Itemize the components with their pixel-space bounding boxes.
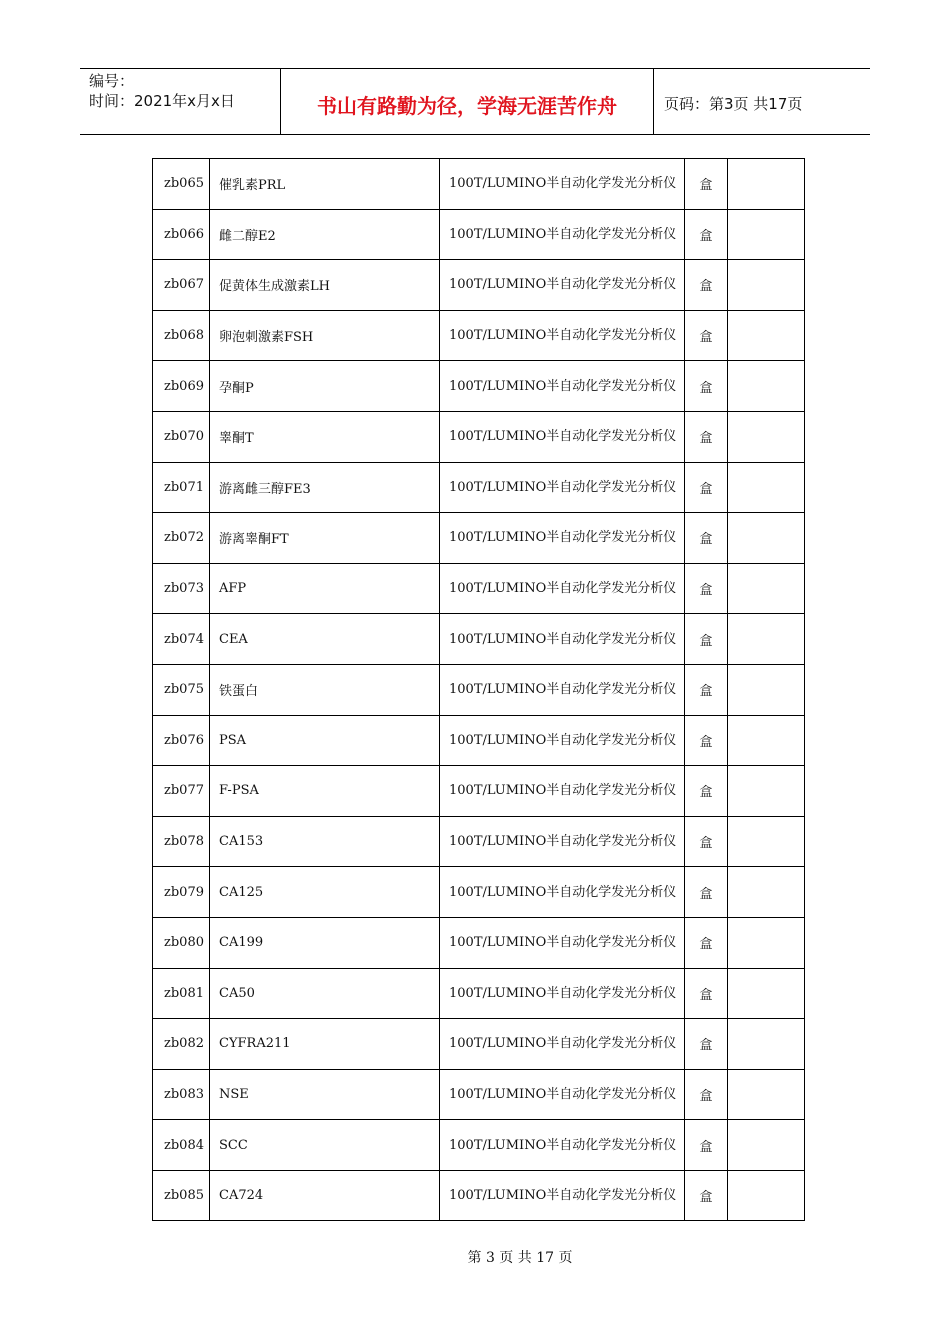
item-name-cell: SCC [210, 1120, 440, 1171]
table-row [153, 209, 805, 260]
item-extra-cell [728, 310, 805, 361]
item-extra-cell [728, 1170, 805, 1221]
item-code-cell: zb065 [153, 159, 210, 210]
item-name-cell: PSA [210, 715, 440, 766]
item-unit-cell: 盒 [685, 614, 728, 665]
table-row [153, 462, 805, 513]
item-unit-cell: 盒 [685, 361, 728, 412]
table-row [153, 867, 805, 918]
item-unit-cell: 盒 [685, 1120, 728, 1171]
table-row [153, 411, 805, 462]
item-extra-cell [728, 664, 805, 715]
item-extra-cell [728, 816, 805, 867]
item-spec-cell: 100T/LUMINO半自动化学发光分析仪 [440, 1170, 685, 1221]
item-extra-cell [728, 462, 805, 513]
table-row [153, 715, 805, 766]
item-code-cell: zb075 [153, 664, 210, 715]
item-spec-cell: 100T/LUMINO半自动化学发光分析仪 [440, 411, 685, 462]
table-row [153, 361, 805, 412]
item-extra-cell [728, 917, 805, 968]
item-spec-cell: 100T/LUMINO半自动化学发光分析仪 [440, 664, 685, 715]
item-unit-cell: 盒 [685, 766, 728, 817]
table-row [153, 513, 805, 564]
item-name-cell: 游离睾酮FT [210, 513, 440, 564]
item-code-cell: zb071 [153, 462, 210, 513]
item-extra-cell [728, 411, 805, 462]
item-unit-cell: 盒 [685, 1019, 728, 1070]
header-motto: 书山有路勤为径，学海无涯苦作舟 [281, 69, 654, 134]
item-spec-cell: 100T/LUMINO半自动化学发光分析仪 [440, 513, 685, 564]
table-row [153, 1170, 805, 1221]
item-code-cell: zb083 [153, 1069, 210, 1120]
item-spec-cell: 100T/LUMINO半自动化学发光分析仪 [440, 260, 685, 311]
item-code-cell: zb077 [153, 766, 210, 817]
table-row [153, 563, 805, 614]
item-code-cell: zb073 [153, 563, 210, 614]
table-row [153, 614, 805, 665]
table-row [153, 1019, 805, 1070]
item-extra-cell [728, 1019, 805, 1070]
item-name-cell: CA199 [210, 917, 440, 968]
item-unit-cell: 盒 [685, 816, 728, 867]
item-code-cell: zb070 [153, 411, 210, 462]
item-unit-cell: 盒 [685, 159, 728, 210]
item-spec-cell: 100T/LUMINO半自动化学发光分析仪 [440, 867, 685, 918]
item-extra-cell [728, 361, 805, 412]
item-spec-cell: 100T/LUMINO半自动化学发光分析仪 [440, 209, 685, 260]
item-unit-cell: 盒 [685, 867, 728, 918]
item-name-cell: 游离雌三醇FE3 [210, 462, 440, 513]
item-name-cell: CYFRA211 [210, 1019, 440, 1070]
item-unit-cell: 盒 [685, 209, 728, 260]
item-spec-cell: 100T/LUMINO半自动化学发光分析仪 [440, 1069, 685, 1120]
item-code-cell: zb076 [153, 715, 210, 766]
item-extra-cell [728, 614, 805, 665]
item-spec-cell: 100T/LUMINO半自动化学发光分析仪 [440, 614, 685, 665]
item-unit-cell: 盒 [685, 310, 728, 361]
item-spec-cell: 100T/LUMINO半自动化学发光分析仪 [440, 816, 685, 867]
item-name-cell: CA153 [210, 816, 440, 867]
item-extra-cell [728, 209, 805, 260]
item-unit-cell: 盒 [685, 917, 728, 968]
table-row [153, 260, 805, 311]
item-name-cell: CA724 [210, 1170, 440, 1221]
item-unit-cell: 盒 [685, 1170, 728, 1221]
table-row [153, 310, 805, 361]
item-spec-cell: 100T/LUMINO半自动化学发光分析仪 [440, 1019, 685, 1070]
item-extra-cell [728, 563, 805, 614]
item-extra-cell [728, 513, 805, 564]
item-unit-cell: 盒 [685, 1069, 728, 1120]
table-row [153, 816, 805, 867]
item-spec-cell: 100T/LUMINO半自动化学发光分析仪 [440, 715, 685, 766]
item-spec-cell: 100T/LUMINO半自动化学发光分析仪 [440, 159, 685, 210]
item-unit-cell: 盒 [685, 513, 728, 564]
item-extra-cell [728, 766, 805, 817]
reagent-table-body [153, 159, 805, 1221]
item-extra-cell [728, 867, 805, 918]
header-page-info: 页码：第3页 共17页 [664, 95, 803, 113]
item-code-cell: zb072 [153, 513, 210, 564]
item-spec-cell: 100T/LUMINO半自动化学发光分析仪 [440, 766, 685, 817]
item-name-cell: 雌二醇E2 [210, 209, 440, 260]
item-extra-cell [728, 159, 805, 210]
reagent-table [152, 158, 805, 1221]
item-spec-cell: 100T/LUMINO半自动化学发光分析仪 [440, 1120, 685, 1171]
table-row [153, 159, 805, 210]
item-code-cell: zb080 [153, 917, 210, 968]
table-row [153, 1069, 805, 1120]
item-code-cell: zb068 [153, 310, 210, 361]
item-name-cell: AFP [210, 563, 440, 614]
table-row [153, 664, 805, 715]
item-extra-cell [728, 968, 805, 1019]
item-extra-cell [728, 715, 805, 766]
item-name-cell: CA50 [210, 968, 440, 1019]
item-spec-cell: 100T/LUMINO半自动化学发光分析仪 [440, 462, 685, 513]
item-code-cell: zb069 [153, 361, 210, 412]
page-header [80, 68, 870, 135]
item-spec-cell: 100T/LUMINO半自动化学发光分析仪 [440, 917, 685, 968]
item-spec-cell: 100T/LUMINO半自动化学发光分析仪 [440, 361, 685, 412]
item-unit-cell: 盒 [685, 664, 728, 715]
item-code-cell: zb081 [153, 968, 210, 1019]
item-unit-cell: 盒 [685, 411, 728, 462]
item-code-cell: zb085 [153, 1170, 210, 1221]
item-name-cell: 孕酮P [210, 361, 440, 412]
item-name-cell: 催乳素PRL [210, 159, 440, 210]
item-unit-cell: 盒 [685, 260, 728, 311]
item-name-cell: F-PSA [210, 766, 440, 817]
item-unit-cell: 盒 [685, 715, 728, 766]
item-unit-cell: 盒 [685, 563, 728, 614]
item-code-cell: zb079 [153, 867, 210, 918]
item-code-cell: zb082 [153, 1019, 210, 1070]
item-name-cell: 睾酮T [210, 411, 440, 462]
item-code-cell: zb074 [153, 614, 210, 665]
item-extra-cell [728, 1120, 805, 1171]
header-meta [80, 69, 281, 134]
item-name-cell: CA125 [210, 867, 440, 918]
item-spec-cell: 100T/LUMINO半自动化学发光分析仪 [440, 968, 685, 1019]
table-row [153, 968, 805, 1019]
item-code-cell: zb078 [153, 816, 210, 867]
item-spec-cell: 100T/LUMINO半自动化学发光分析仪 [440, 310, 685, 361]
document-date: 时间：2021年x月x日 [89, 92, 235, 110]
item-name-cell: 铁蛋白 [210, 664, 440, 715]
document-number-label: 编号： [89, 72, 135, 90]
item-name-cell: 促黄体生成激素LH [210, 260, 440, 311]
table-row [153, 766, 805, 817]
item-name-cell: NSE [210, 1069, 440, 1120]
item-name-cell: CEA [210, 614, 440, 665]
item-extra-cell [728, 1069, 805, 1120]
item-extra-cell [728, 260, 805, 311]
item-code-cell: zb067 [153, 260, 210, 311]
item-unit-cell: 盒 [685, 462, 728, 513]
page-footer: 第 3 页 共 17 页 [467, 1250, 573, 1266]
item-code-cell: zb084 [153, 1120, 210, 1171]
table-row [153, 917, 805, 968]
table-row [153, 1120, 805, 1171]
item-spec-cell: 100T/LUMINO半自动化学发光分析仪 [440, 563, 685, 614]
item-name-cell: 卵泡刺激素FSH [210, 310, 440, 361]
item-code-cell: zb066 [153, 209, 210, 260]
item-unit-cell: 盒 [685, 968, 728, 1019]
